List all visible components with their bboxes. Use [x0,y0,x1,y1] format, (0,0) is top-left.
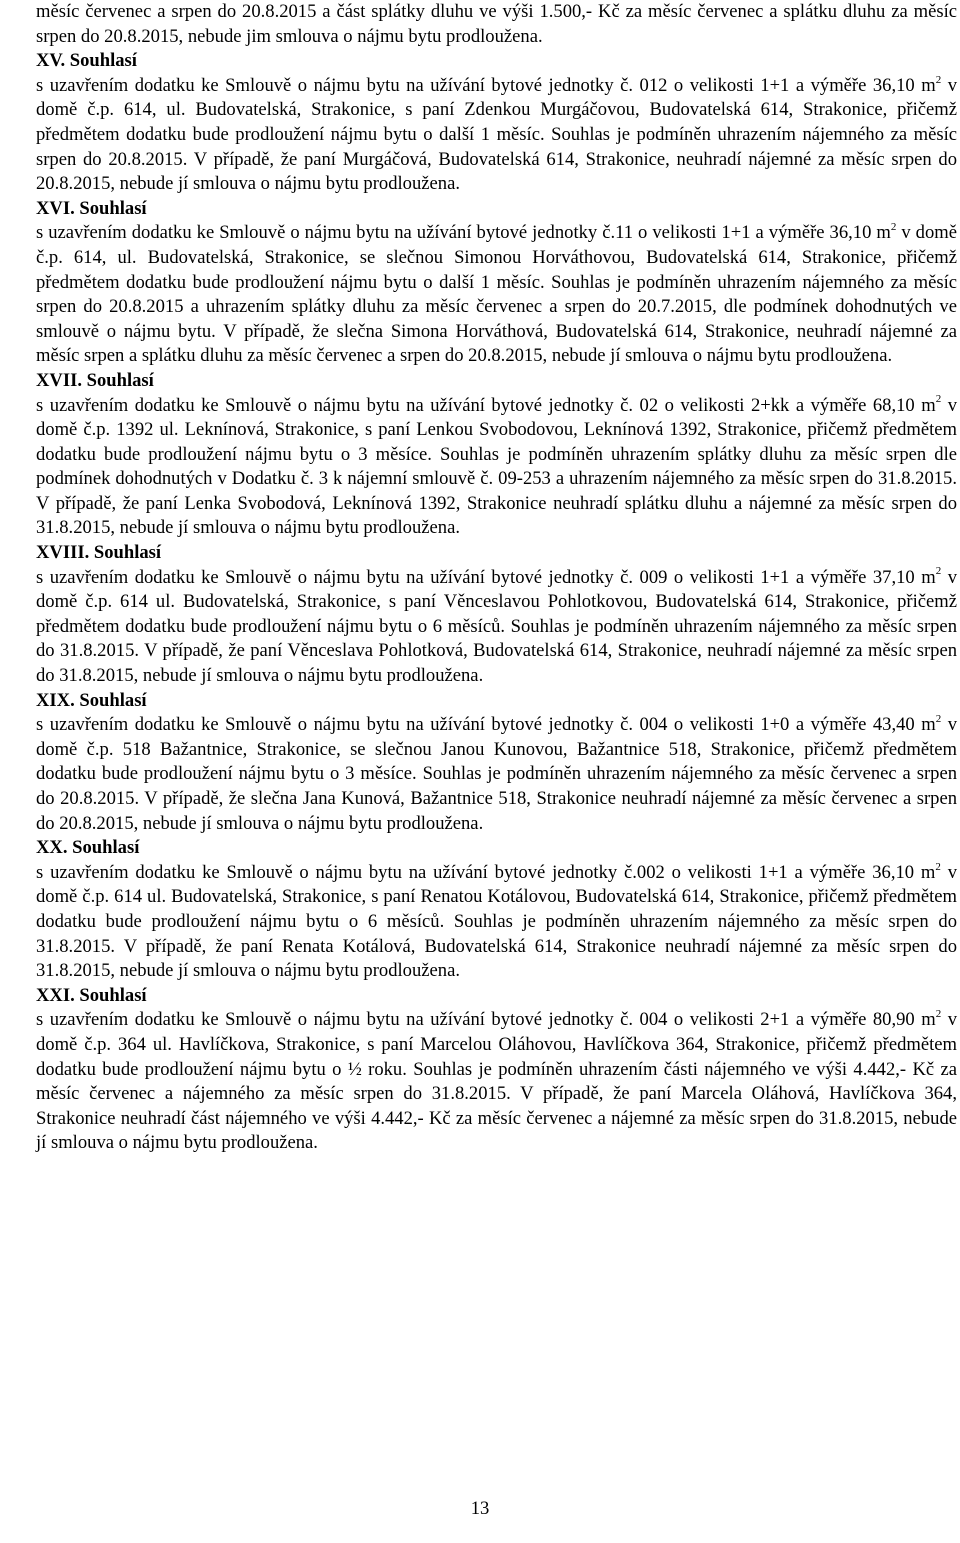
section-text [36,713,957,836]
section-verb: Souhlasí [93,542,162,564]
section-text-part: s uzavřením dodatku ke Smlouvě o nájmu bytu na užívání bytové jednotky č.002 o velikosti 1+1 a výměře 36,10 m [36,861,936,883]
section-verb: Souhlasí [79,984,147,1006]
section-heading [36,689,957,714]
section-number: XVII. [36,369,82,391]
superscript: 2 [935,1008,942,1021]
section-heading [36,197,957,222]
section-xvii [36,369,957,541]
section-xx [36,836,957,984]
section-xv [36,49,957,197]
section-text-part: s uzavřením dodatku ke Smlouvě o nájmu bytu na užívání bytové jednotky č. 004 o velikosti 2+1 a výměře 80,90 m [36,1009,936,1031]
section-text-part: s uzavřením dodatku ke Smlouvě o nájmu bytu na užívání bytové jednotky č. 012 o velikosti 1+1 a výměře 36,10 m [36,74,936,96]
superscript: 2 [935,860,941,873]
section-text-part: v domě č.p. 614, ul. Budovatelská, Strakonice, se slečnou Simonou Horváthovou, Budovatelská 614, Strakonice, přičemž předmětem dodatku bude prodloužení nájmu bytu o další 1 měsíc. Souhlas je podmíněn uhrazením nájemného za měsíc srpen do 20.8.2015 a uhrazením splátky dluhu za měsíc červenec a srpen do 20.7.2015, dle podmínek dohodnutých ve smlouvě o nájmu bytu. V případě, že slečna Simona Horváthová, Budovatelská 614, Strakonice, neuhradí nájemné za měsíc srpen a splátku dluhu za měsíc červenec a srpen do 20.8.2015, nebude jí smlouva o nájmu bytu prodloužena. [36,222,957,367]
section-text-part: v domě č.p. 614 ul. Budovatelská, Strakonice, s paní Renatou Kotálovou, Budovatelská 614, Strakonice, přičemž předmětem dodatku bude prodloužení nájmu bytu o 6 měsíců. Souhlas je podmíněn uhrazením nájemného za měsíc srpen do 31.8.2015. V případě, že paní Renata Kotálová, Budovatelská 614, Strakonice neuhradí nájemné za měsíc srpen do 31.8.2015, nebude jí smlouva o nájmu bytu prodloužena. [36,861,957,982]
section-text-part: s uzavřením dodatku ke Smlouvě o nájmu bytu na užívání bytové jednotky č. 004 o velikosti 1+0 a výměře 43,40 m [36,714,936,736]
superscript: 2 [935,393,942,406]
lead-paragraph: měsíc červenec a srpen do 20.8.2015 a část splátky dluhu ve výši 1.500,- Kč za měsíc červenec a splátku dluhu za měsíc srpen do 20.8.2015, nebude jim smlouva o nájmu bytu prodloužena. [36,1,957,47]
section-verb: Souhlasí [86,369,154,391]
section-text-part: v domě č.p. 518 Bažantnice, Strakonice, se slečnou Janou Kunovou, Bažantnice 518, Strakonice, přičemž předmětem dodatku bude prodloužení nájmu bytu o 3 měsíce. Souhlas je podmíněn uhrazením nájemného za měsíc červenec a srpen do 20.8.2015. V případě, že slečna Jana Kunová, Bažantnice 518, Strakonice neuhradí nájemné za měsíc červenec a srpen do 20.8.2015, nebude jí smlouva o nájmu bytu prodloužena. [36,714,957,834]
page-number: 13 [470,1498,490,1519]
superscript: 2 [890,221,897,234]
section-number: XIX. [36,689,75,711]
section-text-part: v domě č.p. 614, ul. Budovatelská, Strakonice, s paní Zdenkou Murgáčovou, Budovatelská 614, Strakonice, přičemž předmětem dodatku bude prodloužení nájmu bytu o další 1 měsíc. Souhlas je podmíněn uhrazením nájemného za měsíc srpen do 20.8.2015. V případě, že paní Murgáčová, Budovatelská 614, Strakonice, neuhradí nájemné za měsíc srpen do 20.8.2015, nebude jí smlouva o nájmu bytu prodloužena. [36,74,957,195]
section-text [36,566,957,689]
section-heading [36,836,957,861]
section-heading [36,541,957,566]
section-text [36,221,957,369]
section-text [36,861,957,984]
section-text-part: s uzavřením dodatku ke Smlouvě o nájmu bytu na užívání bytové jednotky č. 009 o velikosti 1+1 a výměře 37,10 m [36,566,936,588]
superscript: 2 [935,713,942,726]
section-heading [36,49,957,74]
section-verb: Souhlasí [69,50,137,72]
section-xxi [36,984,957,1156]
section-xix [36,689,957,837]
section-text [36,1008,957,1156]
section-text [36,394,957,542]
section-number: XXI. [36,984,75,1006]
section-xvi [36,197,957,369]
section-verb: Souhlasí [79,689,147,711]
section-text-part: s uzavřením dodatku ke Smlouvě o nájmu bytu na užívání bytové jednotky č.11 o velikosti 1+1 a výměře 36,10 m [36,222,891,244]
section-heading [36,984,957,1009]
document-body [36,0,957,1156]
superscript: 2 [935,73,942,86]
section-text-part: s uzavřením dodatku ke Smlouvě o nájmu bytu na užívání bytové jednotky č. 02 o velikosti 2+kk a výměře 68,10 m [36,394,936,416]
section-xviii [36,541,957,689]
superscript: 2 [935,565,942,578]
section-number: XVIII. [36,542,90,564]
section-number: XX. [36,837,68,859]
section-number: XV. [36,50,66,72]
section-verb: Souhlasí [79,197,147,219]
section-verb: Souhlasí [72,837,140,859]
section-text [36,74,957,197]
section-number: XVI. [36,197,75,219]
section-heading [36,369,957,394]
section-text-part: v domě č.p. 364 ul. Havlíčkova, Strakonice, s paní Marcelou Oláhovou, Havlíčkova 364, Strakonice, přičemž předmětem dodatku bude prodloužení nájmu bytu o ½ roku. Souhlas je podmíněn uhrazením části nájemného ve výši 4.442,- Kč za měsíc červenec a nájemného za měsíc srpen do 31.8.2015. V případě, že paní Marcela Oláhová, Havlíčkova 364, Strakonice neuhradí část nájemného ve výši 4.442,- Kč za měsíc červenec a nájemné za měsíc srpen do 31.8.2015, nebude jí smlouva o nájmu bytu prodloužena. [36,1009,957,1154]
section-text-part: v domě č.p. 614 ul. Budovatelská, Strakonice, s paní Věnceslavou Pohlotkovou, Budovatelská 614, Strakonice, přičemž předmětem dodatku bude prodloužení nájmu bytu o 6 měsíců. Souhlas je podmíněn uhrazením nájemného za měsíc srpen do 31.8.2015. V případě, že paní Věnceslava Pohlotková, Budovatelská 614, Strakonice, neuhradí nájemné za měsíc srpen do 31.8.2015, nebude jí smlouva o nájmu bytu prodloužena. [36,566,957,687]
section-text-part: v domě č.p. 1392 ul. Leknínová, Strakonice, s paní Lenkou Svobodovou, Leknínová 1392, Strakonice, přičemž předmětem dodatku bude prodloužení nájmu bytu o 3 měsíce. Souhlas je podmíněn uhrazením splátky dluhu za měsíc srpen dle podmínek dohodnutých v Dodatku č. 3 k nájemní smlouvě č. 09-253 a uhrazením nájemného za měsíc srpen do 31.8.2015. V případě, že paní Lenka Svobodová, Leknínová 1392, Strakonice neuhradí splátku dluhu a nájemné za měsíc srpen do 31.8.2015, nebude jí smlouva o nájmu bytu prodloužena. [36,394,957,539]
